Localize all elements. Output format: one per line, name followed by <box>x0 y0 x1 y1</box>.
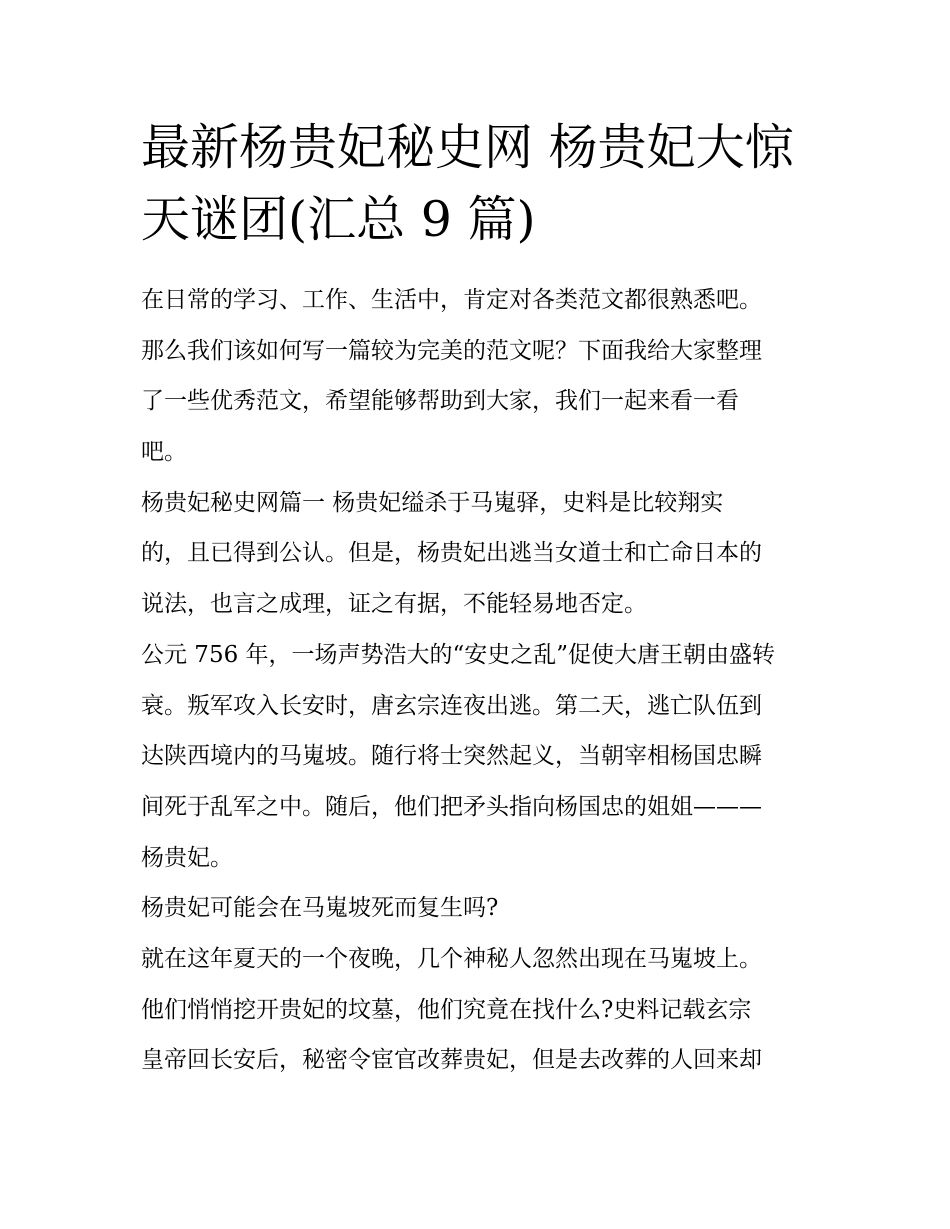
body-line: 了一些优秀范文，希望能够帮助到大家，我们一起来看一看 <box>141 388 739 415</box>
body-line: 公元 756 年，一场声势浩大的“安史之乱”促使大唐王朝由盛转 <box>141 641 776 668</box>
body-line: 达陕西境内的马嵬坡。随行将士突然起义，当朝宰相杨国忠瞬 <box>141 743 762 770</box>
body-line: 他们悄悄挖开贵妃的坟墓，他们究竟在找什么?史料记载玄宗 <box>141 996 752 1023</box>
body-line: 衰。叛军攻入长安时，唐玄宗连夜出逃。第二天，逃亡队伍到 <box>141 692 762 719</box>
document-title <box>141 112 821 256</box>
body-line: 的，且已得到公认。但是，杨贵妃出逃当女道士和亡命日本的 <box>141 540 762 567</box>
body-line: 那么我们该如何写一篇较为完美的范文呢？下面我给大家整理 <box>141 337 762 364</box>
body-line: 说法，也言之成理，证之有据，不能轻易地否定。 <box>141 591 647 618</box>
body-line: 杨贵妃秘史网篇一 杨贵妃缢杀于马嵬驿，史料是比较翔实 <box>141 489 724 516</box>
body-line: 就在这年夏天的一个夜晚，几个神秘人忽然出现在马嵬坡上。 <box>141 945 762 972</box>
body-line: 吧。 <box>141 439 187 466</box>
body-line: 皇帝回长安后，秘密令宦官改葬贵妃，但是去改葬的人回来却 <box>141 1047 762 1074</box>
title-line: 天谜团(汇总 9 篇) <box>141 191 536 248</box>
body-line: 杨贵妃可能会在马嵬坡死而复生吗? <box>141 895 499 922</box>
body-line: 间死于乱军之中。随后，他们把矛头指向杨国忠的姐姐——— <box>141 793 762 820</box>
body-line: 在日常的学习、工作、生活中，肯定对各类范文都很熟悉吧。 <box>141 287 762 313</box>
body-line: 杨贵妃。 <box>141 844 233 871</box>
document-body <box>141 275 821 1086</box>
title-line: 最新杨贵妃秘史网 杨贵妃大惊 <box>141 119 794 176</box>
